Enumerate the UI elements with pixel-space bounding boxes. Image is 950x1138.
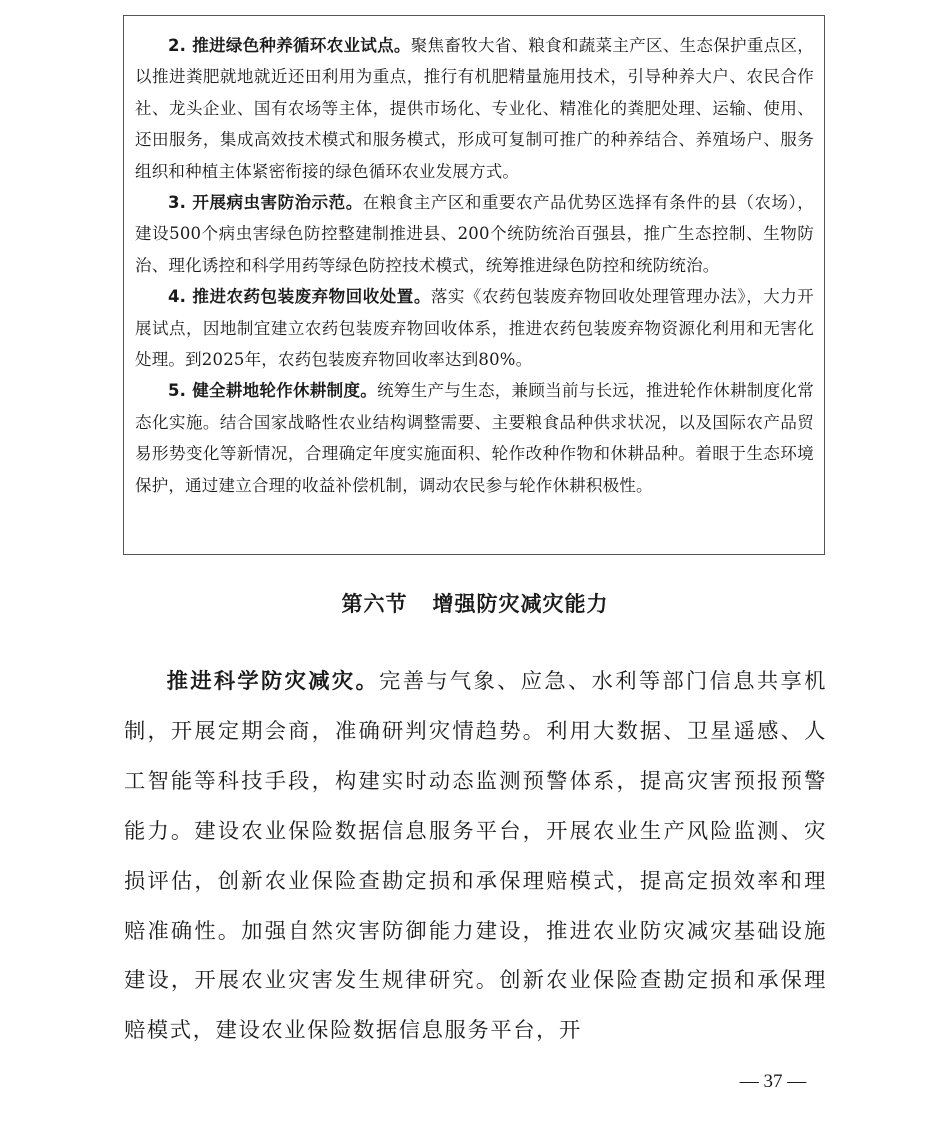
paragraph-text: 完善与气象、应急、水利等部门信息共享机制，开展定期会商，准确研判灾情趋势。利用大数据、卫星遥感、人工智能等科技手段，构建实时动态监测预警体系，提高灾害预报预警能力。建设农业保险数据信息服务平台，开展农业生产风险监测、灾损评估，创新农业保险查勘定损和承保理赔模式，提高定损效率和理赔准确性。加强自然灾害防御能力建设，推进农业防灾减灾基础设施建设，开展农业灾害发生规律研究。创新农业保险查勘定损和承保理赔模式，建设农业保险数据信息服务平台，开 bbox=[124, 669, 827, 1044]
measure-text: 聚焦畜牧大省、粮食和蔬菜主产区、生态保护重点区，以推进粪肥就地就近还田利用为重点，推行有机肥精量施用技术，引导种养大户、农民合作社、龙头企业、国有农场等主体，提供市场化、专业化、精准化的粪肥处理、运输、使用、还田服务，集成高效技术模式和服务模式，形成可复制可推广的种养结合、养殖场户、服务组织和种植主体紧密衔接的绿色循环农业发展方式。 bbox=[135, 36, 814, 181]
paragraph-heading: 推进科学防灾减灾。 bbox=[166, 669, 380, 694]
body-paragraph bbox=[124, 657, 827, 1056]
measure-heading: 3. 开展病虫害防治示范。 bbox=[168, 193, 363, 213]
page-number: — 37 — bbox=[739, 1071, 807, 1092]
measure-paragraph bbox=[135, 281, 814, 375]
measure-text: 在粮食主产区和重要农产品优势区选择有条件的县（农场），建设500个病虫害绿色防控整建制推进县、200个统防统治百强县，推广生态控制、生物防治、理化诱控和科学用药等绿色防控技术模式，统筹推进绿色防控和统防统治。 bbox=[135, 193, 815, 275]
measure-text: 统筹生产与生态，兼顾当前与长远，推进轮作休耕制度化常态化实施。结合国家战略性农业结构调整需要、主要粮食品种供求状况，以及国际农产品贸易形势变化等新情况，合理确定年度实施面积、轮作改种作物和休耕品种。着眼于生态环境保护，通过建立合理的收益补偿机制，调动农民参与轮作休耕积极性。 bbox=[135, 381, 814, 495]
measure-paragraph bbox=[135, 187, 814, 281]
measure-paragraph bbox=[135, 30, 814, 187]
measure-paragraph bbox=[135, 375, 814, 501]
measure-text: 落实《农药包装废弃物回收处理管理办法》，大力开展试点，因地制宜建立农药包装废弃物回收体系，推进农药包装废弃物资源化利用和无害化处理。到2025年，农药包装废弃物回收率达到80%。 bbox=[135, 287, 814, 370]
section-title: 第六节 增强防灾减灾能力 bbox=[341, 592, 609, 616]
measure-heading: 4. 推进农药包装废弃物回收处置。 bbox=[168, 287, 431, 307]
boxed-measures-panel bbox=[123, 15, 825, 555]
measure-heading: 5. 健全耕地轮作休耕制度。 bbox=[168, 381, 378, 401]
measure-heading: 2. 推进绿色种养循环农业试点。 bbox=[168, 36, 411, 55]
